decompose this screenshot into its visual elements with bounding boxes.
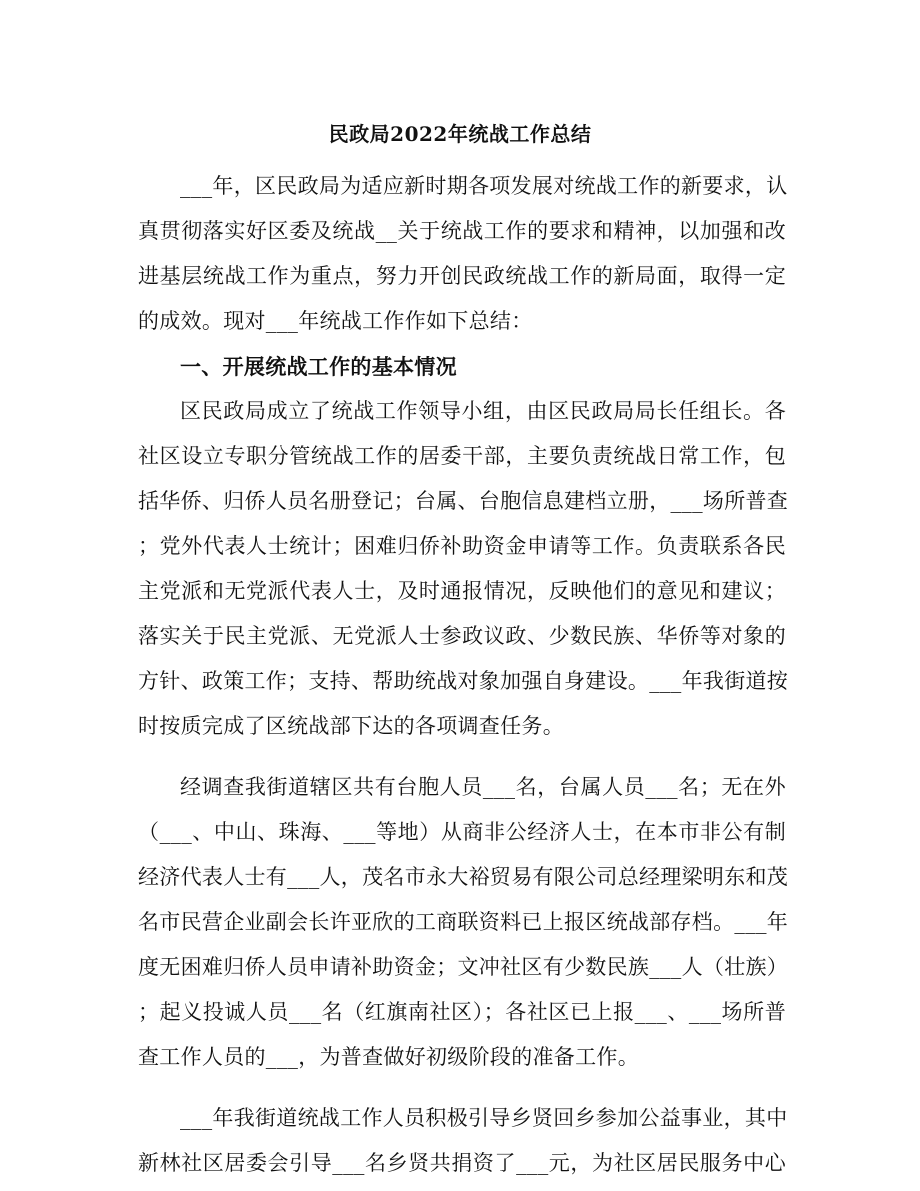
paragraph-line: 新林社区居委会引导___名乡贤共捐资了___元，为社区居民服务中心 <box>138 1151 786 1175</box>
section-heading: 一、开展统战工作的基本情况 <box>180 354 457 379</box>
paragraph-line: 真贯彻落实好区委及统战__关于统战工作的要求和精神，以加强和改 <box>138 219 786 243</box>
paragraph-line: 方针、政策工作；支持、帮助统战对象加强自身建设。___年我街道按 <box>138 669 789 693</box>
paragraph-line: 经济代表人士有___人，茂名市永大裕贸易有限公司总经理梁明东和茂 <box>138 865 789 889</box>
paragraph-line: ___年我街道统战工作人员积极引导乡贤回乡参加公益事业，其中 <box>180 1106 788 1130</box>
document-title: 民政局2022年统战工作总结 <box>328 122 592 146</box>
paragraph-line: 时按质完成了区统战部下达的各项调查任务。 <box>138 714 564 738</box>
paragraph-line: 度无困难归侨人员申请补助资金；文冲社区有少数民族___人（壮族） <box>138 955 789 979</box>
paragraph-line: 落实关于民主党派、无党派人士参政议政、少数民族、华侨等对象的 <box>138 624 786 648</box>
paragraph-line: 名市民营企业副会长许亚欣的工商联资料已上报区统战部存档。___年 <box>138 910 789 934</box>
paragraph-line: 进基层统战工作为重点，努力开创民政统战工作的新局面，取得一定 <box>138 264 786 288</box>
paragraph-line: 社区设立专职分管统战工作的居委干部，主要负责统战日常工作，包 <box>138 444 786 468</box>
paragraph-line: 的成效。现对___年统战工作作如下总结： <box>138 309 533 333</box>
paragraph-line: ；党外代表人士统计；困难归侨补助资金申请等工作。负责联系各民 <box>138 534 786 558</box>
paragraph-line: 区民政局成立了统战工作领导小组，由区民政局局长任组长。各 <box>180 399 786 423</box>
paragraph-line: ___年，区民政局为适应新时期各项发展对统战工作的新要求，认 <box>180 174 788 198</box>
paragraph-line: 括华侨、归侨人员名册登记；台属、台胞信息建档立册，___场所普查 <box>138 489 789 513</box>
paragraph-line: （___、中山、珠海、___等地）从商非公经济人士，在本市非公有制 <box>138 820 786 844</box>
paragraph-line: 主党派和无党派代表人士，及时通报情况，反映他们的意见和建议； <box>138 579 786 603</box>
paragraph-line: 查工作人员的___，为普查做好初级阶段的准备工作。 <box>138 1045 639 1069</box>
paragraph-line: 经调查我街道辖区共有台胞人员___名，台属人员___名；无在外 <box>180 775 786 799</box>
paragraph-line: ；起义投诚人员___名（红旗南社区）；各社区已上报___、___场所普 <box>138 1000 786 1024</box>
document-body <box>138 164 789 1186</box>
